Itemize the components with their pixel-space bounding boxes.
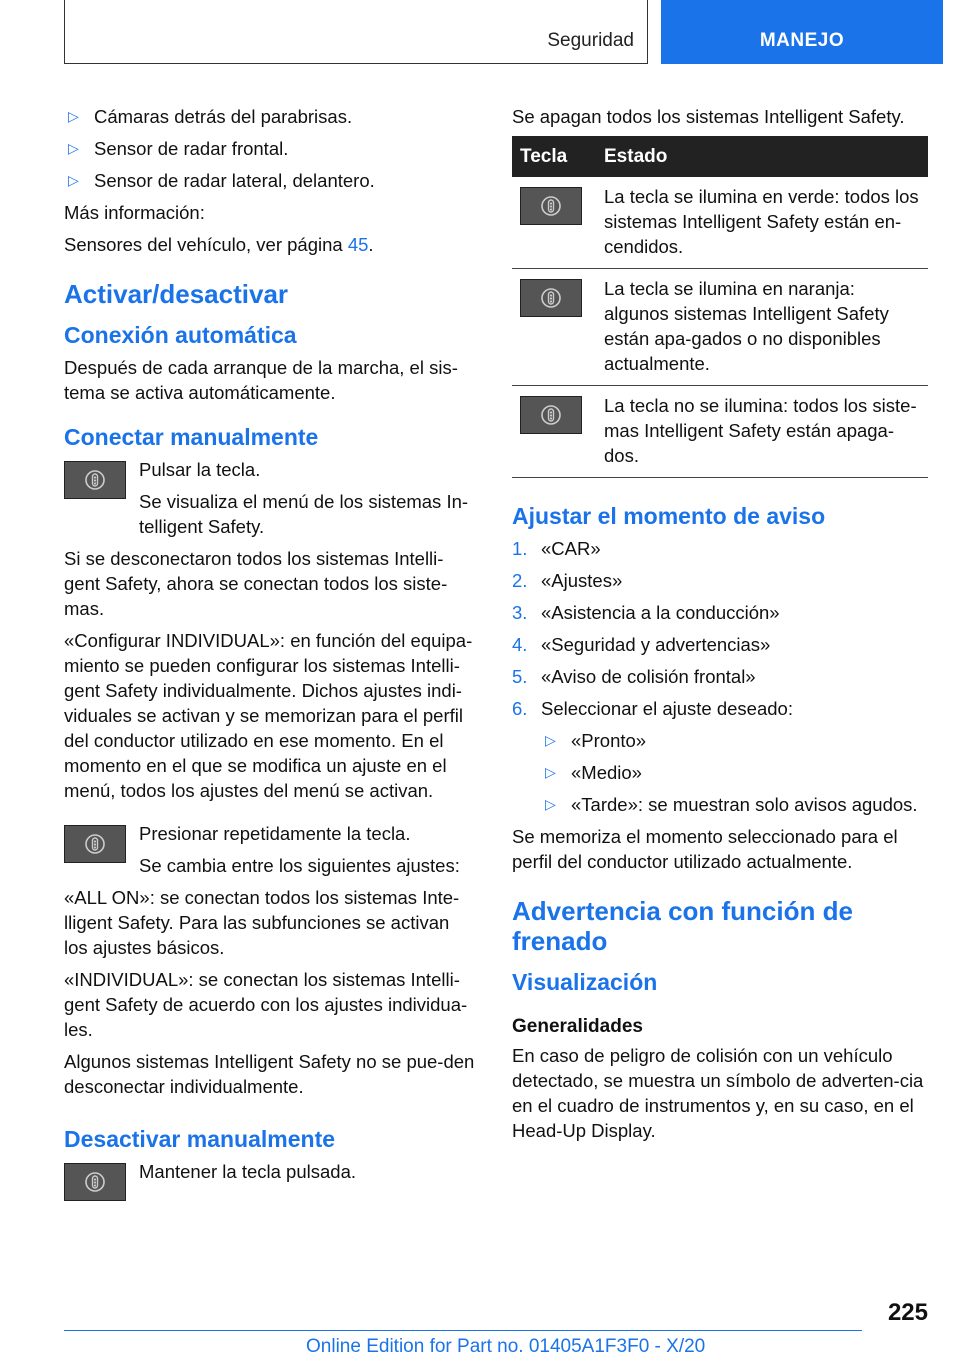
intelligent-safety-icon bbox=[84, 833, 106, 855]
intelligent-safety-icon bbox=[540, 195, 562, 217]
triangle-bullet-icon: ▷ bbox=[545, 796, 556, 812]
table-header-row bbox=[512, 136, 928, 177]
safety-key-button bbox=[520, 279, 582, 317]
subheading-manual-on: Conectar manualmente bbox=[64, 424, 319, 450]
more-info-paragraph: Sensores del vehículo, ver página 45. bbox=[64, 234, 374, 255]
section-heading-activate: Activar/desactivar bbox=[64, 279, 289, 309]
subheading-warning-time: Ajustar el momento de aviso bbox=[512, 503, 826, 529]
triangle-bullet-icon: ▷ bbox=[68, 108, 79, 124]
triangle-bullet-icon: ▷ bbox=[545, 732, 556, 748]
section-heading-brake-warning: Advertencia con función de frenado bbox=[512, 896, 853, 956]
safety-key-button bbox=[520, 396, 582, 434]
sensor-list bbox=[64, 104, 478, 193]
header-section-title: Seguridad bbox=[547, 30, 634, 51]
auto-connect-text: Después de cada arranque de la marcha, el sis-tema se activa automáticamente. bbox=[64, 357, 458, 403]
page-number: 225 bbox=[887, 1299, 928, 1326]
general-paragraph: En caso de peligro de colisión con un vehículo detectado, se muestra un símbolo de adverten-cia en el cuadro de instrumentos y, en su caso, en el Head-Up Display. bbox=[512, 1045, 924, 1141]
list-item: ▷ «Pronto» bbox=[545, 730, 647, 751]
key-instruction-press: Pulsar la tecla. Se visualiza el menú de los sistemas In-telligent Safety. bbox=[64, 457, 478, 539]
safety-key-button[interactable] bbox=[64, 461, 126, 499]
table-cell-state: La tecla no se ilumina: todos los siste-mas Intelligent Safety están apaga-dos. bbox=[596, 386, 928, 478]
memorize-paragraph: Se memoriza el momento seleccionado para el perfil del conductor utilizado actualmente. bbox=[512, 826, 898, 872]
subheading-general: Generalidades bbox=[512, 1016, 643, 1037]
list-item: 2. «Ajustes» bbox=[512, 570, 623, 591]
list-item: ▷ Sensor de radar frontal. bbox=[68, 138, 289, 159]
footer-edition: Online Edition for Part no. 01405A1F3F0 - X/20 bbox=[306, 1336, 706, 1357]
intelligent-safety-icon bbox=[540, 287, 562, 309]
triangle-bullet-icon: ▷ bbox=[68, 140, 79, 156]
key-instruction-repeat: Presionar repetidamente la tecla. Se cambia entre los siguientes ajustes: bbox=[64, 821, 478, 878]
table-row bbox=[512, 386, 928, 478]
table-cell-state: La tecla se ilumina en verde: todos los sistemas Intelligent Safety están en-cendidos. bbox=[596, 177, 928, 269]
all-on-setting-paragraph: «ALL ON»: se conectan todos los sistemas Inte-lligent Safety. Para las subfunciones se activan los ajustes básicos. bbox=[64, 887, 460, 958]
page-link[interactable]: 45 bbox=[347, 234, 369, 255]
table-row bbox=[512, 177, 928, 269]
list-item: 4. «Seguridad y advertencias» bbox=[512, 634, 771, 655]
intelligent-safety-icon bbox=[84, 469, 106, 491]
header-chapter-tab[interactable]: MANEJO bbox=[661, 0, 943, 64]
table-cell-state: La tecla se ilumina en naranja: algunos sistemas Intelligent Safety están apa-gados o no disponibles actualmente. bbox=[596, 269, 928, 386]
some-systems-paragraph: Algunos sistemas Intelligent Safety no se pue-den desconectar individualmente. bbox=[64, 1051, 475, 1097]
table-row bbox=[512, 269, 928, 386]
list-item: ▷ «Medio» bbox=[545, 762, 642, 783]
subheading-display: Visualización bbox=[512, 969, 658, 995]
list-item: 5. «Aviso de colisión frontal» bbox=[512, 666, 756, 687]
left-column bbox=[64, 104, 478, 1197]
safety-key-button bbox=[520, 187, 582, 225]
key-state-table bbox=[512, 136, 928, 478]
safety-key-button[interactable] bbox=[64, 1163, 126, 1201]
list-item: 3. «Asistencia a la conducción» bbox=[512, 602, 780, 623]
individual-setting-paragraph: «INDIVIDUAL»: se conectan los sistemas Intelli-gent Safety de acuerdo con los ajustes individua-les. bbox=[64, 969, 468, 1040]
list-item: ▷ Cámaras detrás del parabrisas. bbox=[68, 106, 353, 127]
intelligent-safety-icon bbox=[84, 1171, 106, 1193]
right-column bbox=[512, 104, 928, 1150]
triangle-bullet-icon: ▷ bbox=[545, 764, 556, 780]
table-header-state: Estado bbox=[596, 136, 928, 177]
safety-key-button[interactable] bbox=[64, 825, 126, 863]
subheading-manual-off: Desactivar manualmente bbox=[64, 1126, 336, 1152]
individual-config-paragraph: «Configurar INDIVIDUAL»: en función del equipa-miento se pueden configurar los sistemas Intelli-gent Safety individualmente. Dichos ajustes indi-viduales se activan y se memorizan para el perfil del conductor utilizado en ese momento. En el momento en el que se modifica un ajuste en el menú, todos los ajustes del menú se activan. bbox=[64, 630, 473, 801]
all-off-text: Se apagan todos los sistemas Intelligent Safety. bbox=[512, 106, 905, 127]
triangle-bullet-icon: ▷ bbox=[68, 172, 79, 188]
intelligent-safety-icon bbox=[540, 404, 562, 426]
list-item: ▷ Sensor de radar lateral, delantero. bbox=[68, 170, 375, 191]
table-header-key: Tecla bbox=[512, 136, 596, 177]
key-instruction-hold: Mantener la tecla pulsada. bbox=[64, 1159, 478, 1197]
steps-list bbox=[512, 536, 928, 817]
list-item: 6. Seleccionar el ajuste deseado: ▷ «Pronto» ▷ «Medio» ▷ «Tarde»: se muestran solo avisos agudos. bbox=[512, 696, 928, 817]
footer-divider bbox=[64, 1330, 862, 1331]
list-item: ▷ «Tarde»: se muestran solo avisos agudos. bbox=[545, 794, 918, 815]
subheading-auto-connect: Conexión automática bbox=[64, 322, 297, 348]
more-info-label: Más información: bbox=[64, 202, 205, 223]
all-on-paragraph: Si se desconectaron todos los sistemas Intelli-gent Safety, ahora se conectan todos los siste-mas. bbox=[64, 548, 448, 619]
list-item: 1. «CAR» bbox=[512, 538, 601, 559]
option-list bbox=[541, 728, 928, 817]
